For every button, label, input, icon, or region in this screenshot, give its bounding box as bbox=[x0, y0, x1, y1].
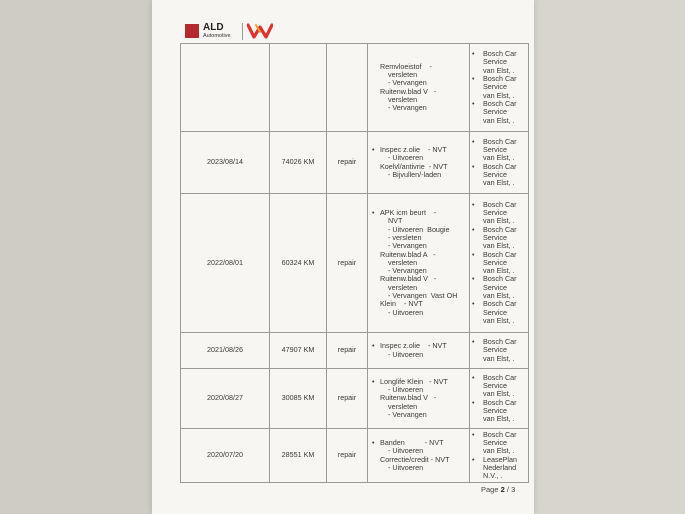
detail-line bbox=[372, 411, 467, 419]
bullet-icon: • bbox=[472, 274, 475, 284]
dealer-line: van Elst, . bbox=[483, 115, 515, 125]
cell-mileage: 28551 KM bbox=[270, 429, 327, 483]
dealer-entry bbox=[472, 399, 527, 424]
detail-line bbox=[372, 104, 467, 112]
bullet-icon: • bbox=[472, 74, 475, 84]
dealer-entry bbox=[472, 201, 527, 226]
dealer-line: Bosch Car bbox=[483, 299, 517, 309]
detail-text: Ruitenw.blad A - bbox=[380, 249, 436, 259]
bullet-icon: • bbox=[472, 429, 475, 439]
dealer-line: Service bbox=[483, 144, 507, 154]
bullet-icon: • bbox=[372, 144, 375, 154]
dealer-line: Service bbox=[483, 57, 507, 67]
bullet-icon: • bbox=[472, 49, 475, 59]
detail-line bbox=[372, 464, 467, 472]
cell-details bbox=[368, 429, 470, 483]
detail-text: Remvloeistof - bbox=[380, 61, 432, 71]
cell-type: repair bbox=[327, 369, 368, 429]
detail-line bbox=[372, 171, 467, 179]
cell-dealers bbox=[470, 132, 529, 194]
bullet-icon: • bbox=[372, 376, 375, 386]
detail-text: - Uitvoeren bbox=[388, 385, 424, 395]
dealer-line: Bosch Car bbox=[483, 397, 517, 407]
bullet-icon bbox=[372, 259, 380, 267]
dealer-line: van Elst, . bbox=[483, 315, 515, 325]
bullet-icon: • bbox=[472, 98, 475, 108]
cell-dealers bbox=[470, 194, 529, 333]
ald-brand-name: ALD bbox=[203, 22, 224, 33]
logo-divider bbox=[242, 23, 243, 40]
cell-mileage: 30085 KM bbox=[270, 369, 327, 429]
dealer-entry bbox=[472, 275, 527, 300]
dealer-entry bbox=[472, 163, 527, 188]
bullet-icon bbox=[372, 171, 380, 179]
dealer-entry bbox=[472, 50, 527, 75]
bullet-icon bbox=[372, 456, 380, 464]
detail-text: - Vervangen bbox=[388, 78, 427, 88]
cell-type: repair bbox=[327, 429, 368, 483]
dealer-line: Bosch Car bbox=[483, 337, 517, 347]
cell-date: 2023/08/14 bbox=[181, 132, 270, 194]
dealer-line: Service bbox=[483, 405, 507, 415]
dealer-line: Bosch Car bbox=[483, 98, 517, 108]
bullet-icon: • bbox=[472, 454, 475, 464]
detail-text: - Vervangen Vast OH bbox=[388, 291, 458, 301]
detail-text: APK icm beurt - bbox=[380, 208, 437, 218]
dealer-line: Bosch Car bbox=[483, 249, 517, 259]
table-row bbox=[181, 44, 529, 132]
cell-details bbox=[368, 369, 470, 429]
detail-text: versleten bbox=[388, 282, 418, 292]
detail-text: - Uitvoeren bbox=[388, 462, 424, 472]
background-right bbox=[533, 0, 685, 514]
bullet-icon bbox=[372, 79, 380, 87]
detail-line bbox=[372, 209, 467, 217]
cell-mileage bbox=[270, 44, 327, 132]
dealer-line: Bosch Car bbox=[483, 429, 517, 439]
detail-text: - Uitvoeren bbox=[388, 153, 424, 163]
cell-mileage: 74026 KM bbox=[270, 132, 327, 194]
bullet-icon bbox=[372, 351, 380, 359]
bullet-icon: • bbox=[472, 372, 475, 382]
dealer-line: Service bbox=[483, 282, 507, 292]
dealer-line: van Elst, . bbox=[483, 446, 515, 456]
table-row bbox=[181, 429, 529, 483]
detail-text: Inspec z.olie - NVT bbox=[380, 341, 447, 351]
detail-line bbox=[372, 351, 467, 359]
cell-dealers bbox=[470, 369, 529, 429]
dealer-line: Service bbox=[483, 232, 507, 242]
dealer-line: van Elst, . bbox=[483, 65, 515, 75]
detail-text: - Bijvullen/-laden bbox=[388, 169, 442, 179]
bullet-icon bbox=[372, 267, 380, 275]
detail-text: NVT bbox=[388, 216, 403, 226]
cell-type: repair bbox=[327, 194, 368, 333]
detail-text: - Uitvoeren bbox=[388, 307, 424, 317]
detail-text: - Uitvoeren bbox=[388, 349, 424, 359]
page-current: 2 bbox=[500, 485, 505, 494]
dealer-line: Bosch Car bbox=[483, 274, 517, 284]
bullet-icon bbox=[372, 96, 380, 104]
page-label: Page bbox=[481, 485, 499, 494]
maintenance-history-table bbox=[180, 43, 529, 483]
detail-text: Banden - NVT bbox=[380, 437, 444, 447]
dealer-entry bbox=[472, 138, 527, 163]
dealer-line: van Elst, . bbox=[483, 153, 515, 163]
bullet-icon bbox=[372, 251, 380, 259]
cell-type: repair bbox=[327, 132, 368, 194]
cell-details bbox=[368, 44, 470, 132]
detail-line bbox=[372, 309, 467, 317]
cell-date: 2020/08/27 bbox=[181, 369, 270, 429]
cell-date: 2022/08/01 bbox=[181, 194, 270, 333]
cell-type bbox=[327, 44, 368, 132]
cell-date bbox=[181, 44, 270, 132]
detail-text: versleten bbox=[388, 401, 418, 411]
bullet-icon bbox=[372, 163, 380, 171]
bullet-icon: • bbox=[472, 397, 475, 407]
dealer-line: van Elst, . bbox=[483, 389, 515, 399]
dealer-entry bbox=[472, 75, 527, 100]
cell-mileage: 60324 KM bbox=[270, 194, 327, 333]
detail-text: Ruitenw.blad V - bbox=[380, 86, 437, 96]
dealer-line: van Elst, . bbox=[483, 90, 515, 100]
bullet-icon: • bbox=[372, 341, 375, 351]
ald-brand-sub: Automotive bbox=[203, 33, 231, 39]
table-row bbox=[181, 333, 529, 369]
dealer-line: N.V., . bbox=[483, 471, 503, 481]
bullet-icon bbox=[372, 292, 380, 300]
bullet-icon bbox=[372, 447, 380, 455]
dealer-line: van Elst, . bbox=[483, 178, 515, 188]
detail-line bbox=[372, 63, 467, 71]
dealer-entry bbox=[472, 251, 527, 276]
detail-text: - Vervangen bbox=[388, 266, 427, 276]
dealer-line: Nederland bbox=[483, 462, 517, 472]
page-number bbox=[481, 485, 515, 494]
bullet-icon: • bbox=[472, 161, 475, 171]
page-total: 3 bbox=[511, 485, 516, 494]
cell-type: repair bbox=[327, 333, 368, 369]
dealer-line: Service bbox=[483, 437, 507, 447]
detail-text: Correctie/credit - NVT bbox=[380, 454, 450, 464]
dealer-line: van Elst, . bbox=[483, 291, 515, 301]
bullet-icon bbox=[372, 386, 380, 394]
dealer-line: Bosch Car bbox=[483, 199, 517, 209]
detail-text: Koelvl/antivrie - NVT bbox=[380, 161, 448, 171]
bullet-icon: • bbox=[472, 299, 475, 309]
bullet-icon bbox=[372, 309, 380, 317]
detail-line bbox=[372, 275, 467, 283]
detail-text: Ruitenw.blad V - bbox=[380, 393, 437, 403]
cell-date: 2020/07/20 bbox=[181, 429, 270, 483]
cell-details bbox=[368, 132, 470, 194]
bullet-icon bbox=[372, 234, 380, 242]
cell-dealers bbox=[470, 429, 529, 483]
leaseplan-logo-icon bbox=[247, 22, 273, 40]
detail-text: Inspec z.olie - NVT bbox=[380, 144, 447, 154]
dealer-line: Service bbox=[483, 82, 507, 92]
bullet-icon bbox=[372, 88, 380, 96]
bullet-icon bbox=[372, 154, 380, 162]
bullet-icon: • bbox=[472, 224, 475, 234]
dealer-line: Bosch Car bbox=[483, 49, 517, 59]
cell-dealers bbox=[470, 333, 529, 369]
dealer-entry bbox=[472, 300, 527, 325]
dealer-line: Bosch Car bbox=[483, 161, 517, 171]
detail-line bbox=[372, 394, 467, 402]
detail-line bbox=[372, 251, 467, 259]
cell-dealers bbox=[470, 44, 529, 132]
dealer-entry bbox=[472, 456, 527, 481]
dealer-entry bbox=[472, 226, 527, 251]
bullet-icon: • bbox=[472, 136, 475, 146]
bullet-icon bbox=[372, 226, 380, 234]
bullet-icon bbox=[372, 403, 380, 411]
detail-text: - versleten bbox=[388, 232, 422, 242]
dealer-entry bbox=[472, 431, 527, 456]
ald-logo-icon bbox=[185, 24, 199, 38]
dealer-line: Service bbox=[483, 345, 507, 355]
dealer-line: Service bbox=[483, 169, 507, 179]
dealer-line: van Elst, . bbox=[483, 414, 515, 424]
bullet-icon bbox=[372, 275, 380, 283]
cell-date: 2021/08/26 bbox=[181, 333, 270, 369]
dealer-line: Bosch Car bbox=[483, 74, 517, 84]
cell-details bbox=[368, 333, 470, 369]
bullet-icon bbox=[372, 217, 380, 225]
bullet-icon bbox=[372, 104, 380, 112]
detail-text: - Vervangen bbox=[388, 241, 427, 251]
detail-text: - Uitvoeren bbox=[388, 446, 424, 456]
dealer-line: Service bbox=[483, 307, 507, 317]
page-separator: / bbox=[506, 485, 509, 494]
dealer-line: Bosch Car bbox=[483, 136, 517, 146]
bullet-icon bbox=[372, 464, 380, 472]
bullet-icon bbox=[372, 300, 380, 308]
cell-mileage: 47907 KM bbox=[270, 333, 327, 369]
table-row bbox=[181, 132, 529, 194]
bullet-icon bbox=[372, 71, 380, 79]
dealer-line: Bosch Car bbox=[483, 224, 517, 234]
bullet-icon: • bbox=[472, 199, 475, 209]
bullet-icon: • bbox=[372, 208, 375, 218]
detail-text: versleten bbox=[388, 257, 418, 267]
detail-line bbox=[372, 88, 467, 96]
bullet-icon bbox=[372, 242, 380, 250]
dealer-line: Service bbox=[483, 107, 507, 117]
dealer-entry bbox=[472, 374, 527, 399]
bullet-icon: • bbox=[372, 437, 375, 447]
dealer-entry bbox=[472, 100, 527, 125]
dealer-line: Service bbox=[483, 208, 507, 218]
dealer-line: van Elst, . bbox=[483, 241, 515, 251]
bullet-icon bbox=[372, 284, 380, 292]
bullet-icon: • bbox=[472, 249, 475, 259]
detail-text: versleten bbox=[388, 69, 418, 79]
bullet-icon bbox=[372, 411, 380, 419]
dealer-line: Service bbox=[483, 257, 507, 267]
dealer-line: Service bbox=[483, 380, 507, 390]
detail-text: - Uitvoeren Bougie bbox=[388, 224, 450, 234]
table-row bbox=[181, 194, 529, 333]
background-left bbox=[0, 0, 152, 514]
dealer-line: van Elst, . bbox=[483, 266, 515, 276]
bullet-icon bbox=[372, 394, 380, 402]
dealer-line: van Elst, . bbox=[483, 353, 515, 363]
detail-text: Ruitenw.blad V - bbox=[380, 274, 437, 284]
cell-details bbox=[368, 194, 470, 333]
detail-text: versleten bbox=[388, 94, 418, 104]
table-row bbox=[181, 369, 529, 429]
bullet-icon bbox=[372, 63, 380, 71]
dealer-entry bbox=[472, 338, 527, 363]
detail-text: Longlife Klein - NVT bbox=[380, 376, 448, 386]
dealer-line: LeasePlan bbox=[483, 454, 517, 464]
detail-text: - Vervangen bbox=[388, 103, 427, 113]
bullet-icon: • bbox=[472, 337, 475, 347]
dealer-line: van Elst, . bbox=[483, 216, 515, 226]
detail-text: - Vervangen bbox=[388, 409, 427, 419]
detail-text: Klein - NVT bbox=[380, 299, 423, 309]
dealer-line: Bosch Car bbox=[483, 372, 517, 382]
